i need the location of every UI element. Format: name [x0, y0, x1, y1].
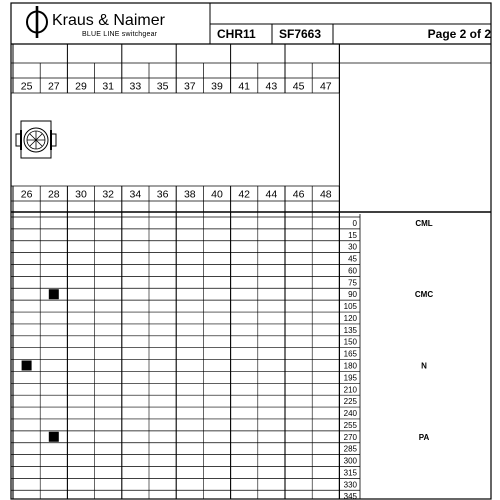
- terminal-label-bottom: 38: [183, 188, 196, 201]
- terminal-label-top: 27: [47, 80, 60, 93]
- terminal-label-bottom: 32: [102, 188, 115, 201]
- position-angle: 120: [343, 313, 357, 323]
- terminal-label-top: 29: [75, 80, 87, 93]
- position-angle: 270: [343, 432, 357, 442]
- terminal-label-bottom: 30: [75, 188, 87, 201]
- terminal-label-bottom: 46: [292, 188, 305, 201]
- terminal-label-top: 37: [183, 80, 196, 93]
- terminal-label-top: 31: [102, 80, 115, 93]
- closed-contact-mark: [49, 289, 59, 299]
- position-angle: 30: [348, 242, 357, 252]
- page-indicator: Page 2 of 2: [427, 27, 491, 41]
- terminal-label-bottom: 34: [129, 188, 142, 201]
- terminal-label-top: 43: [265, 80, 278, 93]
- position-angle: 210: [343, 385, 357, 395]
- position-angle: 15: [348, 230, 357, 240]
- position-angle: 195: [343, 373, 357, 383]
- terminal-label-top: 25: [20, 80, 33, 93]
- position-angle: 135: [343, 325, 357, 335]
- terminal-label-top: 39: [211, 80, 223, 93]
- terminal-label-bottom: 26: [20, 188, 33, 201]
- position-angle: 150: [343, 337, 357, 347]
- model-number: CHR11: [217, 27, 256, 41]
- closed-contact-mark: [49, 432, 59, 442]
- position-angle: 285: [343, 444, 357, 454]
- closed-contact-mark: [22, 361, 32, 371]
- position-angle: 60: [348, 266, 357, 276]
- position-angle: 330: [343, 480, 357, 490]
- position-angle: 315: [343, 468, 357, 478]
- drawing-number: SF7663: [279, 27, 322, 41]
- terminal-label-top: 33: [129, 80, 142, 93]
- grid-lines: [11, 44, 491, 499]
- terminal-label-top: 47: [319, 80, 332, 93]
- position-label: CMC: [414, 290, 434, 300]
- position-angle: 345: [343, 492, 357, 500]
- position-angle: 90: [348, 290, 357, 300]
- brand-tagline: BLUE LINE switchgear: [82, 31, 158, 38]
- terminal-label-bottom: 42: [238, 188, 251, 201]
- position-angle: 240: [343, 409, 357, 419]
- position-angle: 180: [343, 361, 357, 371]
- terminal-label-top: 45: [292, 80, 305, 93]
- header-frame: [11, 3, 491, 499]
- position-angle: 0: [352, 218, 357, 228]
- rotary-switch-symbol-icon: [16, 121, 56, 158]
- position-label: CML: [415, 218, 433, 228]
- position-label: PA: [418, 432, 430, 442]
- position-angle: 45: [348, 254, 357, 264]
- terminal-label-bottom: 44: [265, 188, 278, 201]
- terminal-label-top: 35: [156, 80, 169, 93]
- position-angle: 165: [343, 349, 357, 359]
- brand-name: Kraus & Naimer: [52, 12, 165, 29]
- position-label: N: [421, 361, 427, 371]
- position-angle: 225: [343, 397, 357, 407]
- position-angle: 300: [343, 456, 357, 466]
- position-angle: 75: [348, 278, 357, 288]
- terminal-label-bottom: 28: [47, 188, 60, 201]
- terminal-label-bottom: 36: [156, 188, 169, 201]
- terminal-label-bottom: 40: [211, 188, 223, 201]
- terminal-label-bottom: 48: [319, 188, 332, 201]
- position-angle: 105: [343, 302, 357, 312]
- position-angle: 255: [343, 420, 357, 430]
- terminal-label-top: 41: [238, 80, 251, 93]
